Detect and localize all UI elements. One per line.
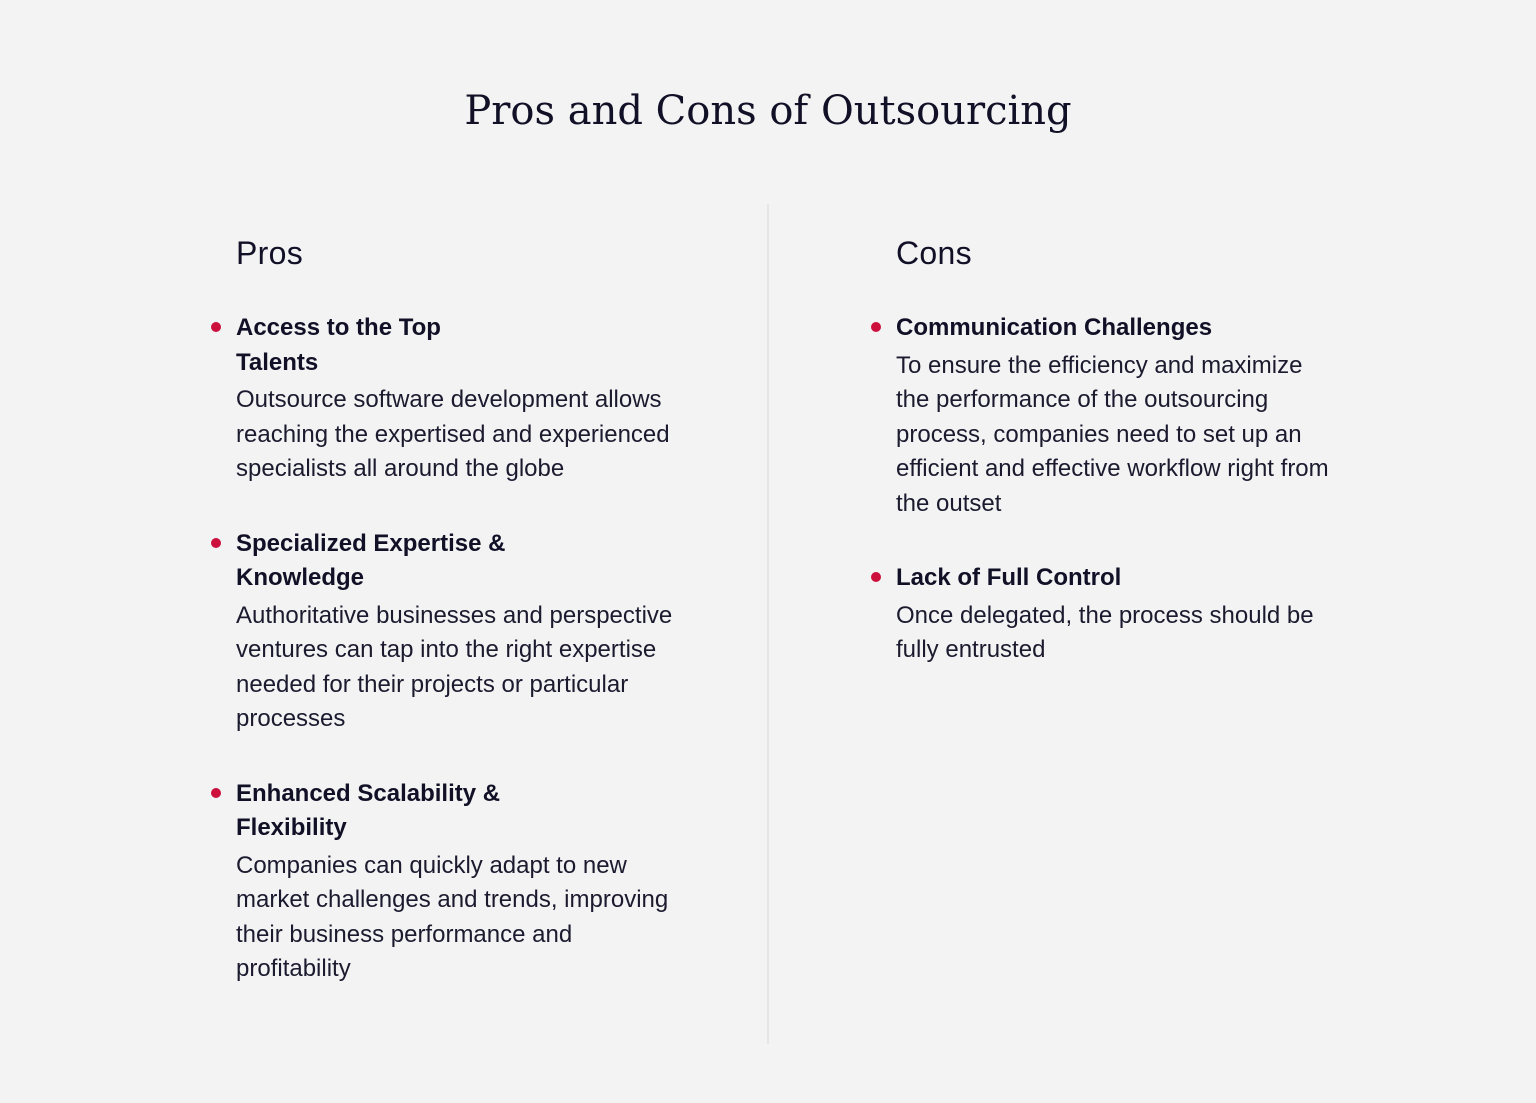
pros-item-text: Authoritative businesses and perspective ventures can tap into the right expertise needed for their projects or particular processes (236, 601, 673, 732)
bullet-icon (211, 788, 221, 798)
bullet-icon (211, 322, 221, 332)
page-title: Pros and Cons of Outsourcing (464, 88, 1072, 134)
cons-column (896, 233, 1356, 708)
cons-item-text: Once delegated, the process should be fully entrusted (896, 601, 1314, 663)
bullet-icon (211, 538, 221, 548)
cons-item (896, 311, 1356, 521)
pros-item-title: Specialized Expertise & Knowledge (236, 529, 506, 591)
cons-item (896, 561, 1356, 668)
pros-item-text: Companies can quickly adapt to new market challenges and trends, improving their business performance and profitability (236, 851, 669, 982)
pros-heading: Pros (236, 235, 303, 271)
bullet-icon (871, 322, 881, 332)
pros-item (236, 311, 696, 487)
pros-item (236, 527, 696, 737)
pros-item-title: Enhanced Scalability & Flexibility (236, 779, 501, 841)
pros-item-text: Outsource software development allows reaching the expertised and experienced specialists all around the globe (236, 386, 670, 482)
cons-item-title: Communication Challenges (896, 314, 1213, 341)
cons-item-title: Lack of Full Control (896, 564, 1122, 591)
pros-column (236, 233, 696, 1027)
pros-item (236, 777, 696, 987)
column-divider (767, 204, 769, 1044)
pros-item-title: Access to the Top Talents (236, 314, 441, 376)
bullet-icon (871, 572, 881, 582)
cons-item-text: To ensure the efficiency and maximize the performance of the outsourcing process, companies need to set up an efficient and effective workflow right from the outset (896, 351, 1329, 517)
cons-heading: Cons (896, 235, 972, 271)
